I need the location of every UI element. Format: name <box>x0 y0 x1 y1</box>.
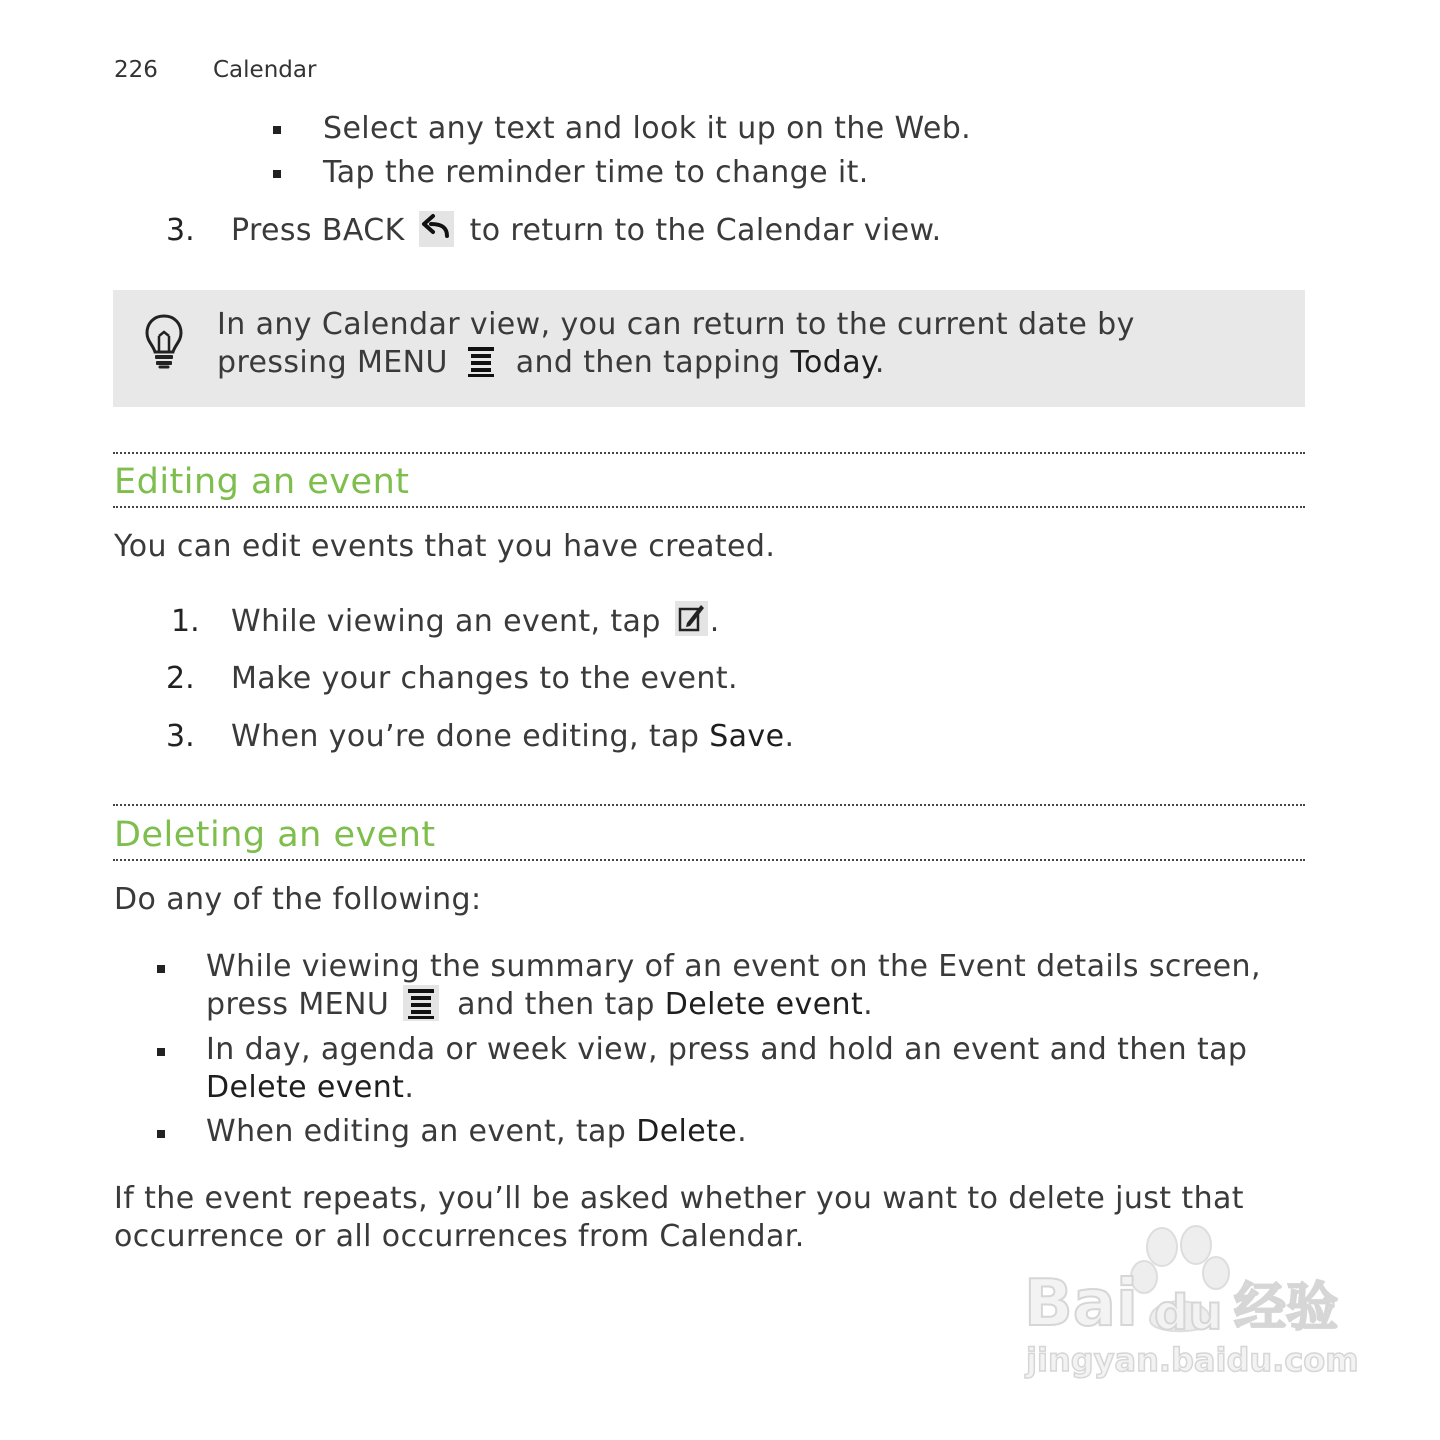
delete-bullet-2-line-2 <box>206 1070 414 1105</box>
svg-text:Bai: Bai <box>1024 1267 1138 1341</box>
step-text-after: . <box>709 604 720 639</box>
back-arrow-icon <box>419 211 454 247</box>
bullet-text-before: When editing an event, tap <box>206 1114 627 1149</box>
tip-line-1: In any Calendar view, you can return to the current date by <box>217 307 1135 342</box>
bullet-text: Tap the reminder time to change it. <box>323 155 869 190</box>
edit-icon <box>675 601 708 636</box>
bullet-bold-delete: Delete <box>636 1114 738 1149</box>
section-title-deleting: Deleting an event <box>114 815 436 855</box>
bullet-text-end: . <box>737 1114 748 1149</box>
step-bold-save: Save <box>709 719 785 754</box>
editing-step-2: Make your changes to the event. <box>231 661 738 696</box>
step-number: 3. <box>166 719 195 754</box>
closing-line-2: occurrence or all occurrences from Calendar. <box>114 1219 805 1254</box>
tip-bold-today: Today <box>790 345 875 380</box>
section-divider <box>113 506 1305 508</box>
menu-icon <box>464 344 498 378</box>
tip-text-mid: and then tapping <box>515 345 781 380</box>
menu-icon <box>403 985 439 1021</box>
page-number: 226 <box>114 57 158 83</box>
step-number: 1. <box>171 604 200 639</box>
section-divider <box>113 804 1305 806</box>
editing-step-1 <box>231 604 720 640</box>
step-text-after: to return to the Calendar view. <box>469 213 942 248</box>
chapter-title: Calendar <box>213 57 317 83</box>
delete-bullet-1-line-1: While viewing the summary of an event on the Event details screen, <box>206 949 1261 984</box>
bullet-text-end: . <box>404 1070 415 1105</box>
editing-intro: You can edit events that you have created. <box>114 529 776 564</box>
tip-text-end: . <box>874 345 885 380</box>
bullet-bold-delete-event: Delete event <box>664 987 864 1022</box>
delete-bullet-1-line-2 <box>206 987 873 1024</box>
bullet-text: Select any text and look it up on the Web. <box>323 111 972 146</box>
lightbulb-icon <box>143 312 185 376</box>
section-divider <box>113 452 1305 454</box>
delete-bullet-3 <box>206 1114 747 1149</box>
bullet-marker <box>157 965 165 973</box>
step-text-before: When you’re done editing, tap <box>231 719 700 754</box>
svg-text:经验: 经验 <box>1234 1278 1339 1338</box>
bullet-text-end: . <box>863 987 874 1022</box>
svg-text:jingyan.baidu.com: jingyan.baidu.com <box>1026 1341 1359 1379</box>
section-divider <box>113 859 1305 861</box>
step-text-after: . <box>784 719 795 754</box>
baidu-watermark <box>1020 1225 1360 1395</box>
step-number: 2. <box>166 661 195 696</box>
editing-step-3 <box>231 719 794 754</box>
tip-text-before: pressing MENU <box>217 345 448 380</box>
bullet-marker <box>273 170 281 178</box>
bullet-marker <box>273 126 281 134</box>
tip-line-2 <box>217 345 885 381</box>
svg-text:du: du <box>1154 1285 1223 1341</box>
step-number: 3. <box>166 213 195 248</box>
bullet-bold-delete-event: Delete event <box>206 1070 405 1105</box>
closing-line-1: If the event repeats, you’ll be asked whether you want to delete just that <box>114 1181 1244 1216</box>
step-text <box>231 213 942 250</box>
section-title-editing: Editing an event <box>114 462 410 502</box>
step-text-before: While viewing an event, tap <box>231 604 661 639</box>
bullet-text-before: press MENU <box>206 987 390 1022</box>
bullet-marker <box>157 1130 165 1138</box>
step-text-before: Press BACK <box>231 213 405 248</box>
deleting-intro: Do any of the following: <box>114 882 482 917</box>
bullet-text-mid: and then tap <box>457 987 655 1022</box>
bullet-marker <box>157 1048 165 1056</box>
delete-bullet-2-line-1: In day, agenda or week view, press and hold an event and then tap <box>206 1032 1248 1067</box>
